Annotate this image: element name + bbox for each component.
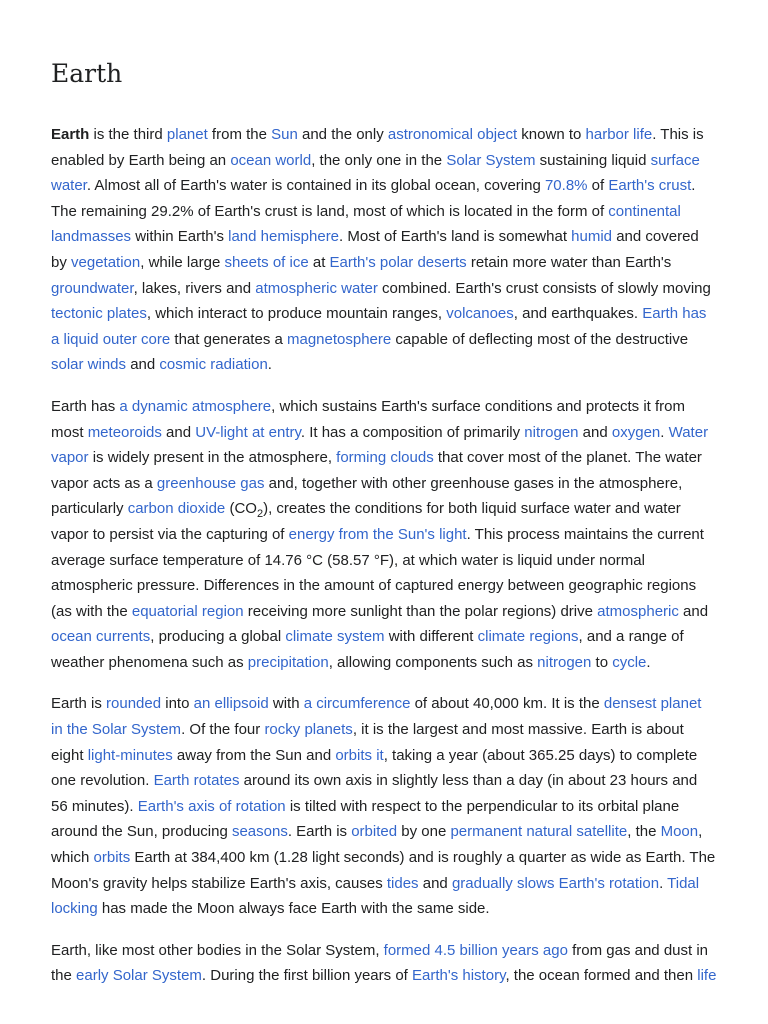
link-permanent-natural-satellite[interactable]: permanent natural satellite	[450, 823, 628, 841]
paragraph-text: at	[308, 253, 330, 271]
paragraph-text: , while large	[140, 253, 225, 271]
paragraph-text: sustaining liquid	[535, 151, 651, 169]
paragraph-text: .	[660, 423, 669, 441]
link-an-ellipsoid[interactable]: an ellipsoid	[193, 695, 269, 713]
paragraph-text: , which sustains Earth's surface conditions and protects it from most	[51, 397, 686, 441]
paragraph-text: from the	[207, 126, 272, 143]
paragraph-text: and, together with other greenhouse gases in the atmosphere, particularly	[51, 474, 683, 518]
paragraph-text: that generates a	[170, 330, 287, 348]
paragraph-text: receiving more sunlight than the polar regions) drive	[243, 602, 598, 620]
subscript: 2	[256, 508, 264, 521]
link-forming-clouds[interactable]: forming clouds	[336, 449, 434, 467]
link-seasons[interactable]: seasons	[231, 823, 288, 841]
link-70-8[interactable]: 70.8%	[544, 177, 588, 195]
link-orbits-it[interactable]: orbits it	[335, 746, 384, 764]
article-paragraph	[51, 938, 717, 989]
link-climate-regions[interactable]: climate regions	[477, 628, 579, 646]
link-earth-has-a-liquid-outer-core[interactable]: Earth has a liquid outer core	[51, 305, 707, 348]
link-vegetation[interactable]: vegetation	[71, 253, 141, 271]
paragraph-text: , producing a global	[150, 628, 286, 646]
paragraph-text: . During the first billion years of	[201, 967, 412, 985]
link-nitrogen[interactable]: nitrogen	[524, 423, 579, 441]
bold-term: Earth	[51, 126, 90, 143]
link-volcanoes[interactable]: volcanoes	[446, 305, 514, 323]
page-title: Earth	[51, 59, 123, 88]
link-early-solar-system[interactable]: early Solar System	[76, 967, 202, 985]
link-water-vapor[interactable]: Water vapor	[51, 423, 709, 467]
paragraph-text: of about 40,000 km. It is the	[410, 695, 604, 713]
link-magnetosphere[interactable]: magnetosphere	[287, 330, 392, 348]
paragraph-text: and	[418, 874, 452, 892]
paragraph-text: is widely present in the atmosphere,	[88, 449, 337, 467]
paragraph-text: , the	[627, 823, 661, 841]
paragraph-text: .	[659, 874, 668, 892]
link-a-dynamic-atmosphere[interactable]: a dynamic atmosphere	[119, 397, 272, 415]
link-humid[interactable]: humid	[571, 228, 613, 246]
paragraph-text: within Earth's	[131, 228, 229, 246]
paragraph-text: , taking a year (about 365.25 days) to complete one revolution.	[51, 746, 698, 790]
paragraph-text: . This is enabled by Earth being an	[51, 126, 704, 169]
link-astronomical-object[interactable]: astronomical object	[387, 126, 518, 143]
paragraph-text: and covered by	[51, 228, 699, 271]
paragraph-text: Earth, like most other bodies in the Solar System,	[51, 941, 384, 959]
paragraph-text: , and earthquakes.	[513, 305, 643, 323]
article-paragraph	[51, 122, 717, 378]
link-harbor-life[interactable]: harbor life	[585, 126, 653, 143]
paragraph-text: by one	[397, 823, 451, 841]
paragraph-text: is tilted with respect to the perpendicular to its orbital plane around the Sun, producing	[51, 797, 680, 841]
paragraph-text: and	[126, 356, 160, 374]
link-atmospheric[interactable]: atmospheric	[597, 602, 679, 620]
link-rocky-planets[interactable]: rocky planets	[264, 721, 353, 739]
link-earth-s-crust[interactable]: Earth's crust	[608, 177, 692, 195]
link-moon[interactable]: Moon	[660, 823, 699, 841]
paragraph-text: and	[161, 423, 196, 441]
paragraph-text: .	[646, 653, 651, 671]
paragraph-text: , it is the largest and most massive. Earth is about eight	[51, 721, 684, 764]
link-continental-landmasses[interactable]: continental landmasses	[51, 202, 681, 246]
link-sheets-of-ice[interactable]: sheets of ice	[224, 253, 309, 271]
paragraph-text: around its own axis in slightly less than a day (in about 23 hours and 56 minutes).	[51, 772, 698, 815]
link-earth-s-polar-deserts[interactable]: Earth's polar deserts	[329, 253, 467, 271]
paragraph-text: . Of the four	[181, 721, 265, 739]
link-earth-s-history[interactable]: Earth's history	[412, 967, 506, 985]
link-planet[interactable]: planet	[166, 126, 208, 143]
paragraph-text: , the only one in the	[311, 151, 447, 169]
paragraph-text: away from the Sun and	[172, 746, 336, 764]
link-greenhouse-gas[interactable]: greenhouse gas	[156, 474, 265, 492]
link-rounded[interactable]: rounded	[106, 695, 162, 713]
paragraph-text: Earth at 384,400 km (1.28 light seconds) and is roughly a quarter as wide as Earth. The Moon's gravity helps stabilize Earth's axis, causes	[51, 849, 716, 892]
paragraph-text: has made the Moon always face Earth with the same side.	[97, 900, 490, 918]
paragraph-text: is the third	[89, 126, 167, 143]
link-oxygen[interactable]: oxygen	[611, 423, 661, 441]
link-solar-system[interactable]: Solar System	[446, 151, 536, 169]
paragraph-text: with different	[384, 628, 478, 646]
paragraph-text: known to	[517, 126, 586, 143]
link-nitrogen[interactable]: nitrogen	[537, 653, 592, 671]
article-paragraph	[51, 394, 717, 676]
paragraph-text: . Almost all of Earth's water is contained in its global ocean, covering	[86, 177, 545, 195]
paragraph-text: , the ocean formed and then	[505, 967, 698, 985]
link-solar-winds[interactable]: solar winds	[51, 356, 127, 374]
paragraph-text: and	[578, 423, 612, 441]
paragraph-text: and	[678, 602, 709, 620]
link-precipitation[interactable]: precipitation	[247, 653, 329, 671]
link-land-hemisphere[interactable]: land hemisphere	[228, 228, 340, 246]
paragraph-text: into	[161, 695, 194, 713]
link-earth-rotates[interactable]: Earth rotates	[153, 772, 240, 790]
paragraph-text: Earth is	[51, 695, 107, 713]
paragraph-text: of	[587, 177, 609, 195]
link-earth-s-axis-of-rotation[interactable]: Earth's axis of rotation	[137, 797, 286, 815]
link-groundwater[interactable]: groundwater	[51, 279, 134, 297]
paragraph-text: and the only	[297, 126, 388, 143]
paragraph-text: , lakes, rivers and	[133, 279, 256, 297]
link-carbon-dioxide[interactable]: carbon dioxide	[127, 500, 226, 518]
paragraph-text: . It has a composition of primarily	[300, 423, 525, 441]
link-orbited[interactable]: orbited	[351, 823, 398, 841]
link-densest-planet-in-the-solar-system[interactable]: densest planet in the Solar System	[51, 695, 702, 739]
link-uv-light-at-entry[interactable]: UV-light at entry	[195, 423, 301, 441]
link-energy-from-the-sun-s-light[interactable]: energy from the Sun's light	[288, 525, 467, 543]
paragraph-text: . This process maintains the current average surface temperature of 14.76 °C (58.57 °F), at which water is liquid under normal atmospheric pressure. Differences in the amount of captured energy between geographic regions (as with the	[51, 525, 704, 620]
link-cycle[interactable]: cycle	[612, 653, 647, 671]
paragraph-text: from gas and dust in the	[51, 941, 709, 985]
paragraph-text: , and a range of weather phenomena such as	[51, 628, 684, 671]
paragraph-text: . Most of Earth's land is somewhat	[339, 228, 572, 246]
paragraph-text: with	[268, 695, 304, 713]
link-atmospheric-water[interactable]: atmospheric water	[255, 279, 378, 297]
paragraph-text: combined. Earth's crust consists of slowly moving	[377, 279, 711, 297]
paragraph-text: capable of deflecting most of the destructive	[391, 330, 689, 348]
paragraph-text: . Earth is	[287, 823, 352, 841]
article-paragraph	[51, 691, 717, 921]
link-tides[interactable]: tides	[386, 874, 419, 892]
link-ocean-world[interactable]: ocean world	[230, 151, 312, 169]
link-surface-water[interactable]: surface water	[51, 151, 700, 195]
link-equatorial-region[interactable]: equatorial region	[131, 602, 244, 620]
paragraph-text: (CO	[225, 500, 257, 518]
link-tectonic-plates[interactable]: tectonic plates	[51, 305, 147, 323]
link-orbits[interactable]: orbits	[93, 849, 131, 867]
link-light-minutes[interactable]: light-minutes	[87, 746, 173, 764]
link-ocean-currents[interactable]: ocean currents	[51, 628, 151, 646]
link-climate-system[interactable]: climate system	[285, 628, 385, 646]
link-formed-4-5-billion-years-ago[interactable]: formed 4.5 billion years ago	[383, 941, 568, 959]
paragraph-text: to	[591, 653, 613, 671]
paragraph-text: .	[267, 356, 272, 374]
link-gradually-slows-earth-s-rotation[interactable]: gradually slows Earth's rotation	[451, 874, 660, 892]
paragraph-text: ), creates the conditions for both liquid surface water and water vapor to persist via the capturing of	[51, 500, 681, 543]
paragraph-text: , which	[51, 823, 703, 867]
link-sun[interactable]: Sun	[271, 126, 298, 143]
link-meteoroids[interactable]: meteoroids	[87, 423, 162, 441]
link-cosmic-radiation[interactable]: cosmic radiation	[159, 356, 268, 374]
link-tidal-locking[interactable]: Tidal locking	[51, 874, 700, 918]
paragraph-text: that cover most of the planet. The water vapor acts as a	[51, 449, 702, 492]
link-life[interactable]: life	[697, 967, 717, 985]
article-page	[51, 0, 717, 1005]
paragraph-text: Earth has	[51, 397, 120, 415]
paragraph-text: . The remaining 29.2% of Earth's crust is land, most of which is located in the form of	[51, 177, 696, 220]
paragraph-text: , which interact to produce mountain ranges,	[146, 305, 447, 323]
article-body	[51, 122, 717, 989]
paragraph-text: retain more water than Earth's	[466, 253, 672, 271]
paragraph-text: , allowing components such as	[328, 653, 538, 671]
link-a-circumference[interactable]: a circumference	[303, 695, 411, 713]
